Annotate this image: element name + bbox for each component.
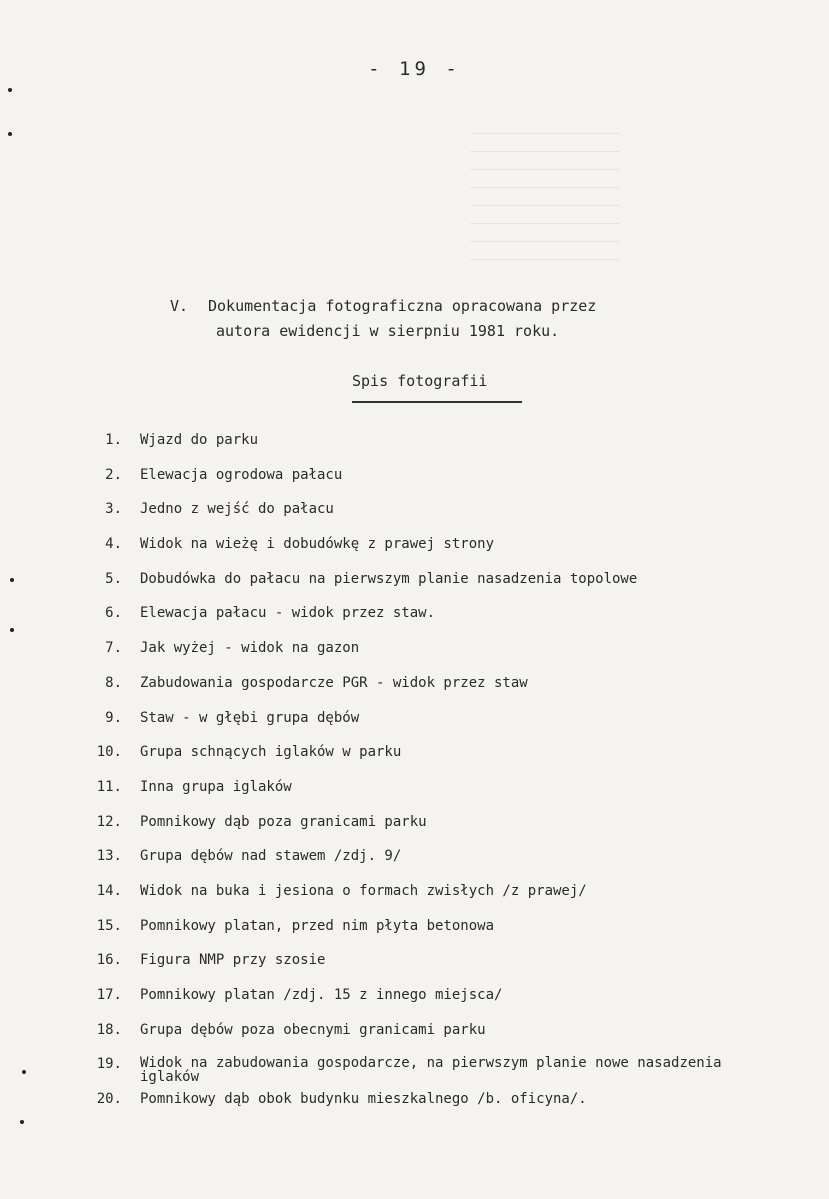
list-item — [70, 814, 790, 849]
item-number: 20. — [96, 1091, 122, 1108]
item-number: 18. — [96, 1021, 122, 1038]
item-text: Wjazd do parku — [140, 432, 259, 448]
list-item — [70, 918, 790, 953]
item-number: 3. — [105, 501, 122, 518]
item-text: Grupa dębów nad stawem /zdj. 9/ — [140, 848, 402, 865]
list-item — [70, 1056, 790, 1091]
item-text: Zabudowania gospodarcze PGR - widok przez staw — [140, 674, 528, 691]
item-number: 7. — [105, 640, 122, 657]
margin-mark — [10, 628, 14, 632]
section-number: V. — [170, 297, 189, 315]
item-text: Staw - w głębi grupa dębów — [140, 709, 360, 726]
item-number: 16. — [96, 952, 122, 969]
list-item — [70, 744, 790, 779]
list-item — [70, 467, 790, 502]
item-text: Grupa schnących iglaków w parku — [140, 744, 402, 761]
item-text: Pomnikowy platan /zdj. 15 z innego miejsca/ — [140, 987, 503, 1003]
list-item — [70, 675, 790, 710]
item-number: 8. — [105, 674, 122, 691]
list-item — [70, 605, 790, 640]
photo-list — [70, 432, 790, 1126]
item-number: 10. — [96, 744, 122, 761]
margin-mark — [22, 1070, 26, 1074]
list-item — [70, 710, 790, 745]
item-text: Jedno z wejść do pałacu — [140, 501, 334, 518]
subheading-underline — [352, 401, 522, 403]
item-number: 13. — [96, 848, 122, 865]
list-item — [70, 571, 790, 606]
list-item — [70, 536, 790, 571]
show-through-text — [470, 120, 620, 260]
list-subheading: Spis fotografii — [352, 372, 488, 390]
item-text: Elewacja pałacu - widok przez staw. — [140, 605, 436, 622]
list-item — [70, 883, 790, 918]
margin-mark — [10, 578, 14, 582]
item-text: Widok na wieżę i dobudówkę z prawej strony — [140, 536, 495, 553]
item-text: Elewacja ogrodowa pałacu — [140, 466, 343, 483]
margin-mark — [20, 1120, 24, 1124]
list-item — [70, 432, 790, 467]
item-text: Pomnikowy dąb obok budynku mieszkalnego /b. oficyna/. — [140, 1091, 587, 1108]
item-number: 4. — [105, 536, 122, 553]
margin-mark — [8, 132, 12, 136]
list-item — [70, 848, 790, 883]
item-text: Dobudówka do pałacu na pierwszym planie nasadzenia topolowe — [140, 570, 638, 587]
item-text: Widok na buka i jesiona o formach zwisłych /z prawej/ — [140, 882, 587, 899]
list-item — [70, 779, 790, 814]
list-item — [70, 952, 790, 987]
item-text: Inna grupa iglaków — [140, 778, 292, 795]
item-number: 9. — [105, 709, 122, 726]
item-text: Jak wyżej - widok na gazon — [140, 640, 360, 657]
item-number: 17. — [96, 987, 122, 1003]
list-item — [70, 987, 790, 1022]
list-item — [70, 640, 790, 675]
item-number: 1. — [105, 432, 122, 448]
item-text: Grupa dębów poza obecnymi granicami parku — [140, 1021, 486, 1038]
item-text: Pomnikowy platan, przed nim płyta betonowa — [140, 917, 495, 934]
item-number: 12. — [96, 813, 122, 830]
list-item — [70, 501, 790, 536]
item-number: 19. — [96, 1056, 122, 1073]
item-number: 5. — [105, 570, 122, 587]
item-text: Pomnikowy dąb poza granicami parku — [140, 813, 427, 830]
heading-line-1: Dokumentacja fotograficzna opracowana przez — [208, 297, 597, 315]
item-number: 15. — [96, 917, 122, 934]
margin-mark — [8, 88, 12, 92]
page-number: - 19 - — [368, 58, 461, 80]
item-text: Widok na zabudowania gospodarcze, na pierwszym planie nowe nasadzenia iglaków — [140, 1055, 722, 1086]
item-number: 2. — [105, 466, 122, 483]
item-number: 14. — [96, 882, 122, 899]
item-text: Figura NMP przy szosie — [140, 952, 326, 969]
list-item — [70, 1022, 790, 1057]
item-number: 11. — [96, 778, 122, 795]
item-number: 6. — [105, 605, 122, 622]
list-item — [70, 1091, 790, 1126]
heading-line-2: autora ewidencji w sierpniu 1981 roku. — [216, 322, 560, 340]
section-heading — [170, 294, 730, 344]
